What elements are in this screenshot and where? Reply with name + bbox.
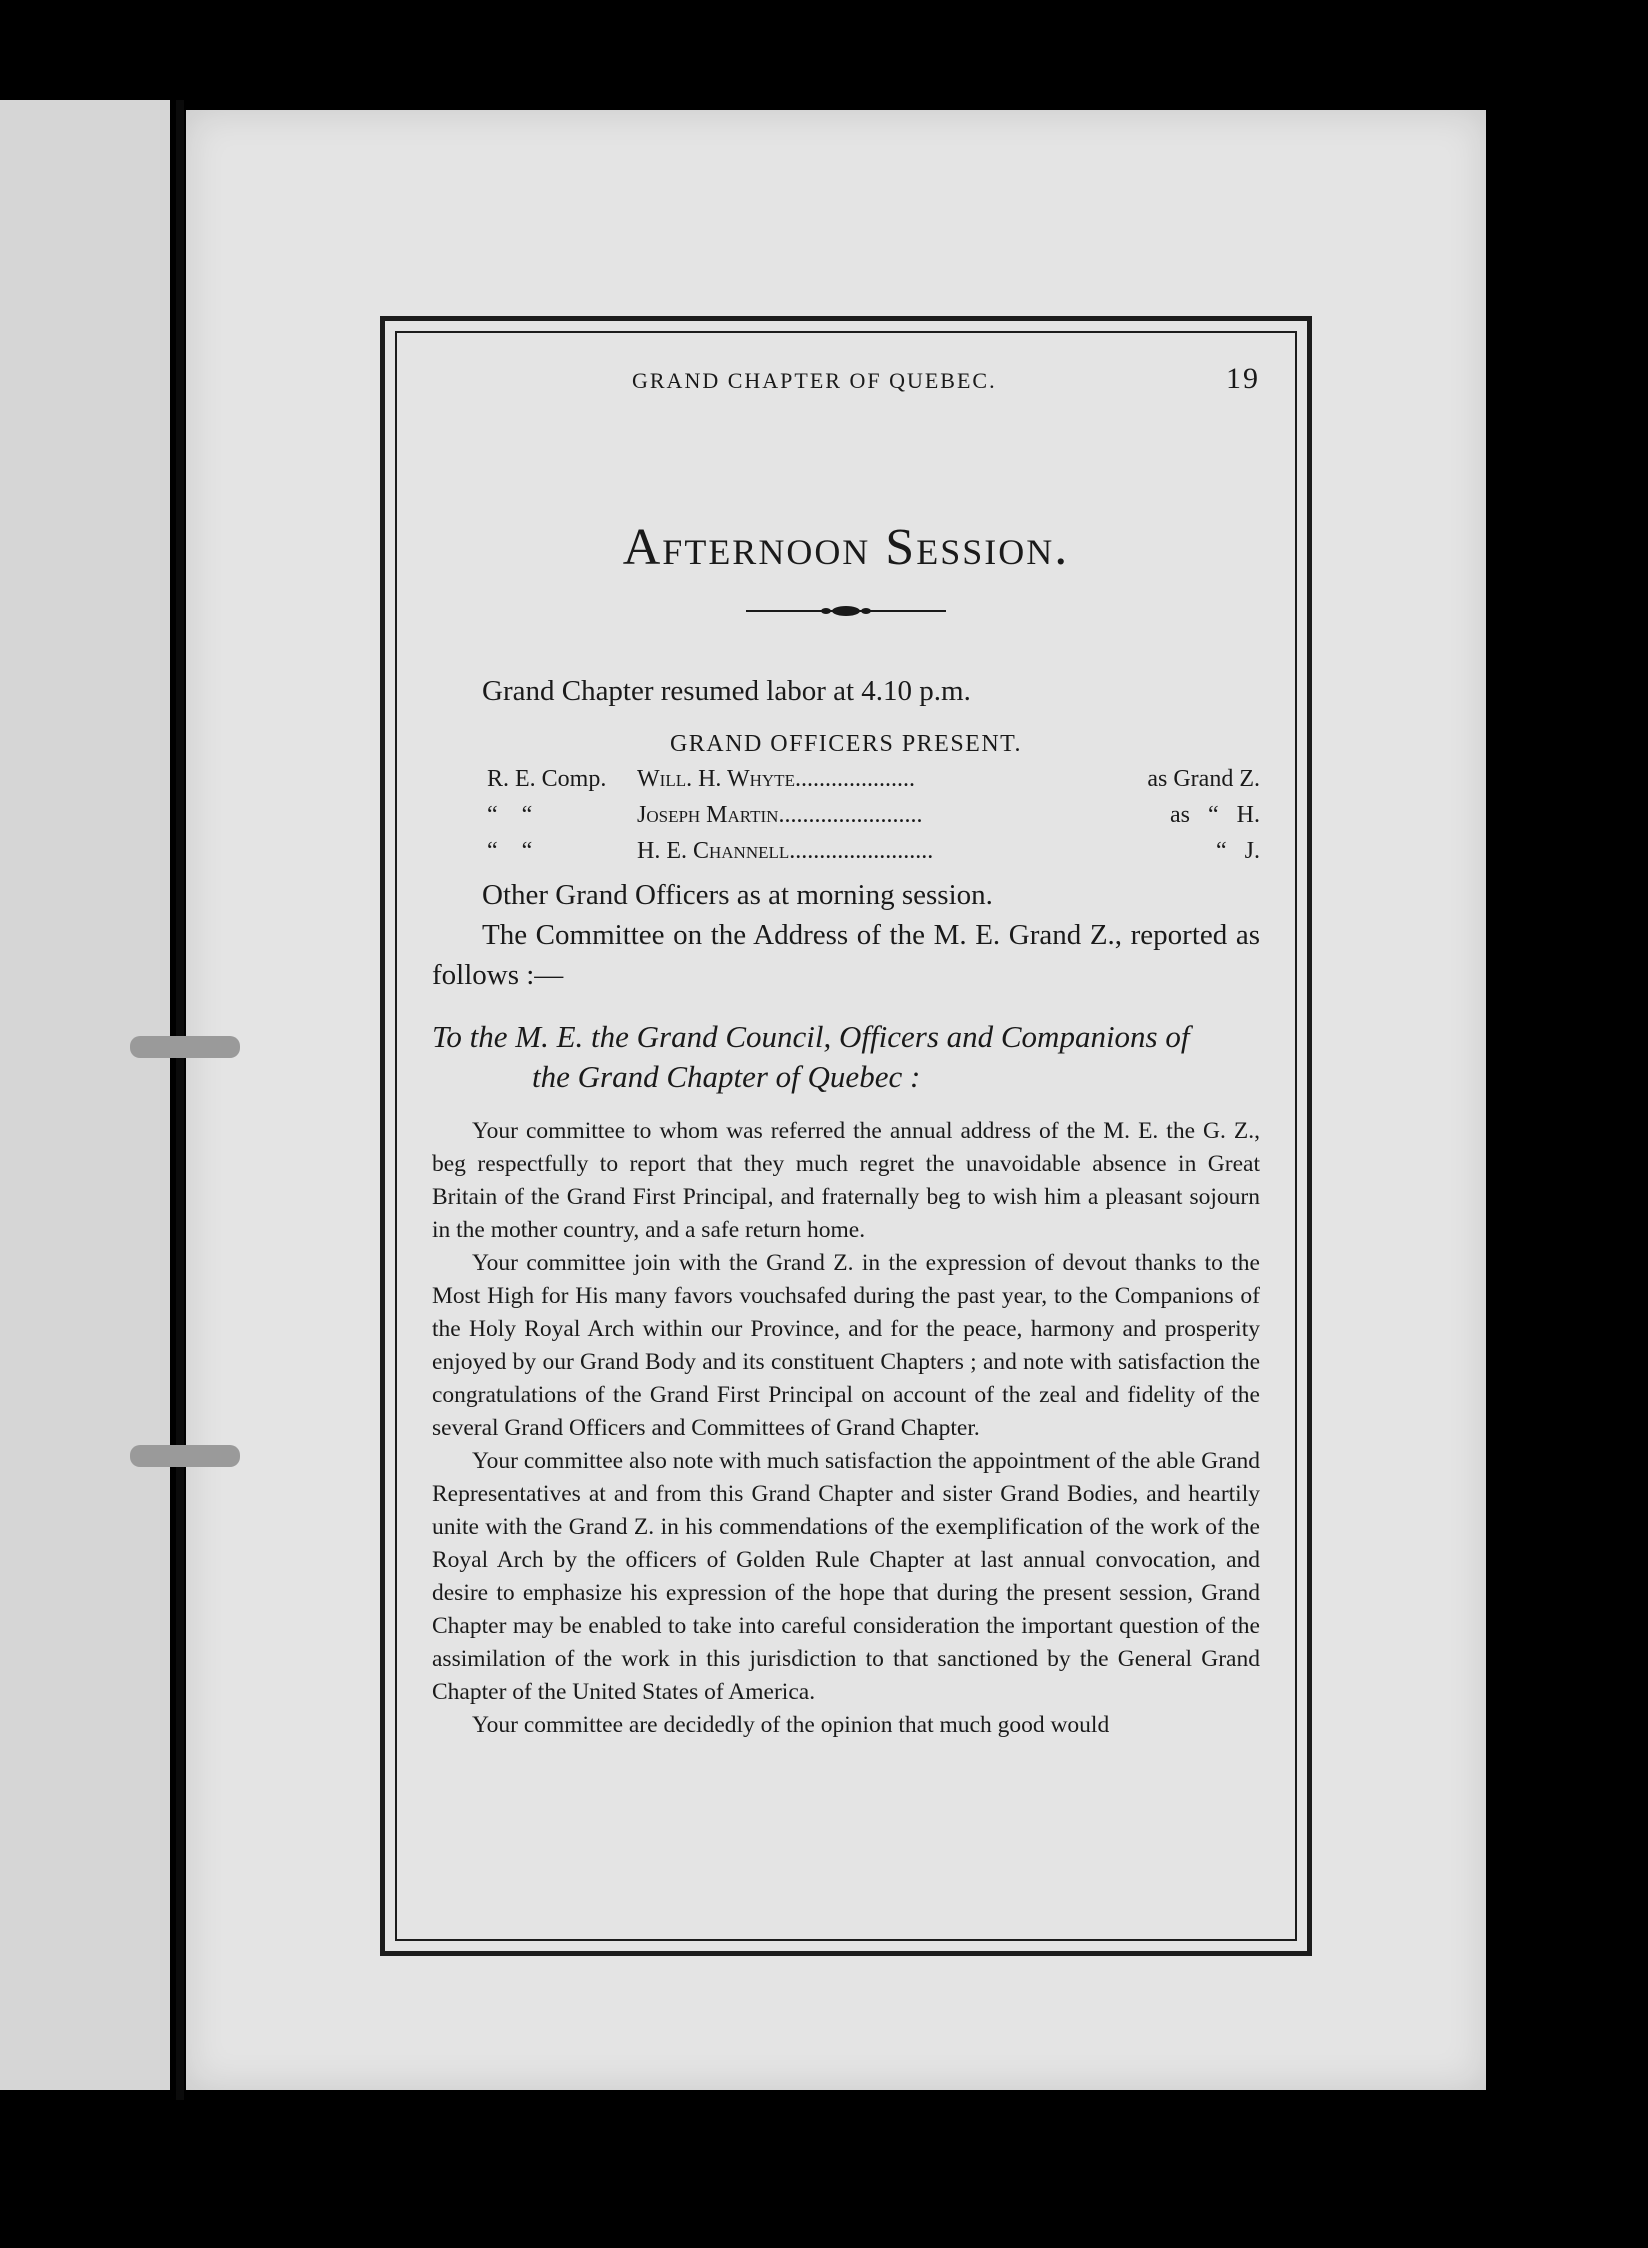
- running-title: GRAND CHAPTER OF QUEBEC.: [632, 368, 997, 393]
- report-paragraph: Your committee join with the Grand Z. in the expression of devout thanks to the Most High for His many favors vouchsafed during the past year, to the Companions of the Holy Royal Arch within our Province, and for the peace, harmony and prosperity enjoyed by our Grand Body and its constituent Chapters ; and note with satisfaction the congratulations of the Grand First Principal on account of the zeal and fidelity of the several Grand Officers and Committees of Grand Chapter.: [432, 1250, 1260, 1441]
- other-officers-note: Other Grand Officers as at morning session.: [482, 879, 993, 911]
- officer-name: H. E. Channell........................: [637, 838, 934, 864]
- section-title: Afternoon Session.: [622, 519, 1070, 576]
- binding-thread-mark: [130, 1445, 240, 1467]
- binding-thread-mark: [130, 1036, 240, 1058]
- page-number: 19: [1226, 362, 1260, 395]
- committee-report-intro: The Committee on the Address of the M. E. Grand Z., reported as follows :—: [432, 919, 1260, 991]
- officer-role: “ J.: [1216, 838, 1260, 864]
- officer-role: as Grand Z.: [1147, 766, 1260, 792]
- officers-heading: GRAND OFFICERS PRESENT.: [669, 731, 1023, 757]
- report-paragraph: Your committee are decidedly of the opinion that much good would: [472, 1712, 1110, 1738]
- facing-page-edge: [0, 100, 170, 2090]
- report-body: [432, 1115, 1260, 1742]
- address-line-2: the Grand Chapter of Quebec :: [532, 1059, 921, 1094]
- page-content: [432, 360, 1260, 1742]
- officer-row: [432, 761, 1260, 797]
- address-salutation: [432, 1017, 1260, 1097]
- report-paragraph: Your committee also note with much satisfaction the appointment of the able Grand Representatives at and from this Grand Chapter and sister Grand Bodies, and heartily unite with the Grand Z. in his commendations of the exemplification of the work of the Royal Arch by the officers of Golden Rule Chapter at last annual convocation, and desire to emphasize his expression of the hope that during the present session, Grand Chapter may be enabled to take into careful consideration the important question of the assimilation of the work in this jurisdiction to that sanctioned by the General Grand Chapter of the United States of America.: [432, 1448, 1260, 1705]
- report-paragraph: Your committee to whom was referred the annual address of the M. E. the G. Z., beg respectfully to report that they much regret the unavoidable absence in Great Britain of the Grand First Principal, and fraternally beg to wish him a pleasant sojourn in the mother country, and a safe return home.: [432, 1118, 1260, 1243]
- officer-role: as “ H.: [1170, 802, 1260, 828]
- running-head: [432, 360, 1260, 400]
- officer-prefix: “ “: [487, 838, 533, 864]
- binding-gutter: [176, 100, 184, 2100]
- officer-name: Joseph Martin........................: [637, 802, 923, 828]
- officer-name: Will. H. Whyte....................: [637, 766, 915, 792]
- officer-row: [432, 833, 1260, 869]
- title-rule-ornament: [746, 603, 946, 619]
- address-line-1: To the M. E. the Grand Council, Officers and Companions of: [432, 1019, 1190, 1054]
- officer-prefix: “ “: [487, 802, 533, 828]
- officer-prefix: R. E. Comp.: [487, 766, 607, 792]
- officer-row: [432, 797, 1260, 833]
- resumed-statement: Grand Chapter resumed labor at 4.10 p.m.: [482, 675, 971, 707]
